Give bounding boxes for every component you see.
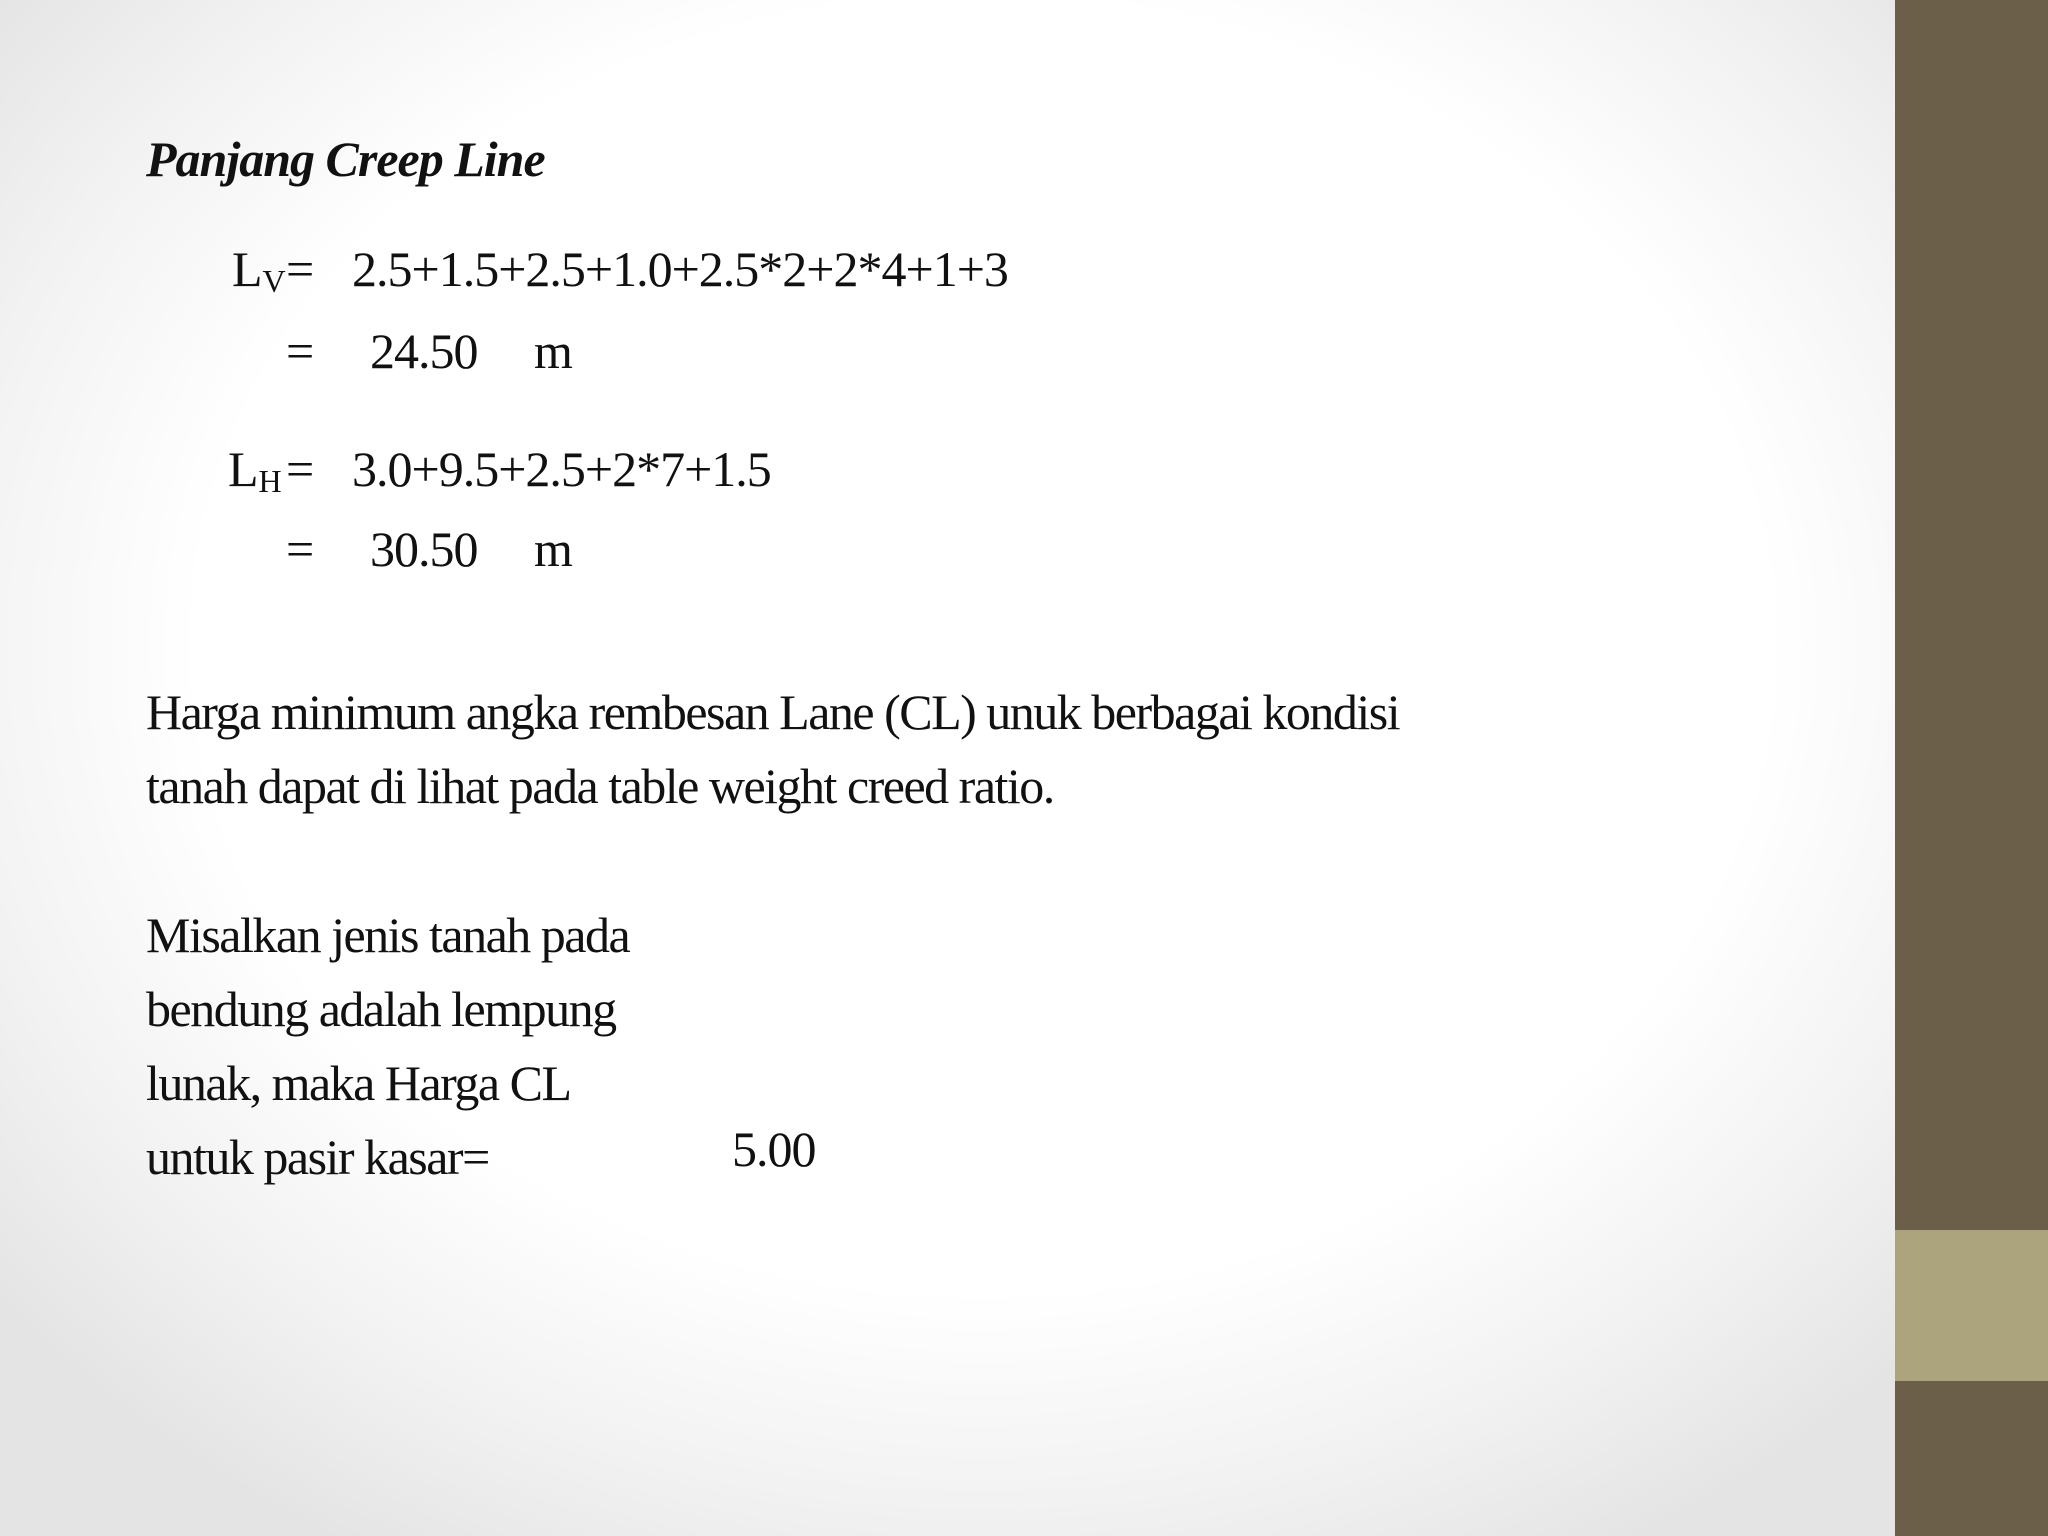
- paragraph-line: tanah dapat di lihat pada table weight creed ratio.: [146, 758, 1054, 814]
- lh-equals: =: [286, 441, 314, 497]
- lv-formula: 2.5+1.5+2.5+1.0+2.5*2+2*4+1+3: [352, 241, 1008, 297]
- lv-letter: L: [232, 241, 263, 297]
- cl-value: 5.00: [732, 1121, 816, 1177]
- paragraph-line: untuk pasir kasar=: [146, 1129, 489, 1185]
- lh-letter: L: [228, 441, 259, 497]
- lh-result-equals: =: [286, 521, 314, 577]
- decorative-sidebar: [1895, 0, 2048, 1536]
- paragraph-soil-type: [146, 898, 629, 1194]
- paragraph-line: Misalkan jenis tanah pada: [146, 907, 630, 963]
- paragraph-lane-ratio: [146, 675, 1399, 823]
- lv-result-equals: =: [286, 323, 314, 379]
- lh-result-value: 30.50: [370, 521, 478, 577]
- slide-title: Panjang Creep Line: [146, 131, 545, 187]
- lh-symbol: [228, 440, 282, 500]
- paragraph-line: Harga minimum angka rembesan Lane (CL) unuk berbagai kondisi: [146, 684, 1400, 740]
- lv-equals: =: [286, 241, 314, 297]
- paragraph-line: bendung adalah lempung: [146, 981, 616, 1037]
- lv-result-value: 24.50: [370, 323, 478, 379]
- lh-formula: 3.0+9.5+2.5+2*7+1.5: [352, 441, 771, 497]
- lv-unit: m: [534, 323, 572, 379]
- lv-subscript: V: [262, 263, 286, 299]
- lv-symbol: [232, 240, 286, 300]
- sidebar-accent-block: [1895, 1230, 2048, 1381]
- paragraph-line: lunak, maka Harga CL: [146, 1055, 571, 1111]
- lh-subscript: H: [258, 463, 282, 499]
- lh-unit: m: [534, 521, 572, 577]
